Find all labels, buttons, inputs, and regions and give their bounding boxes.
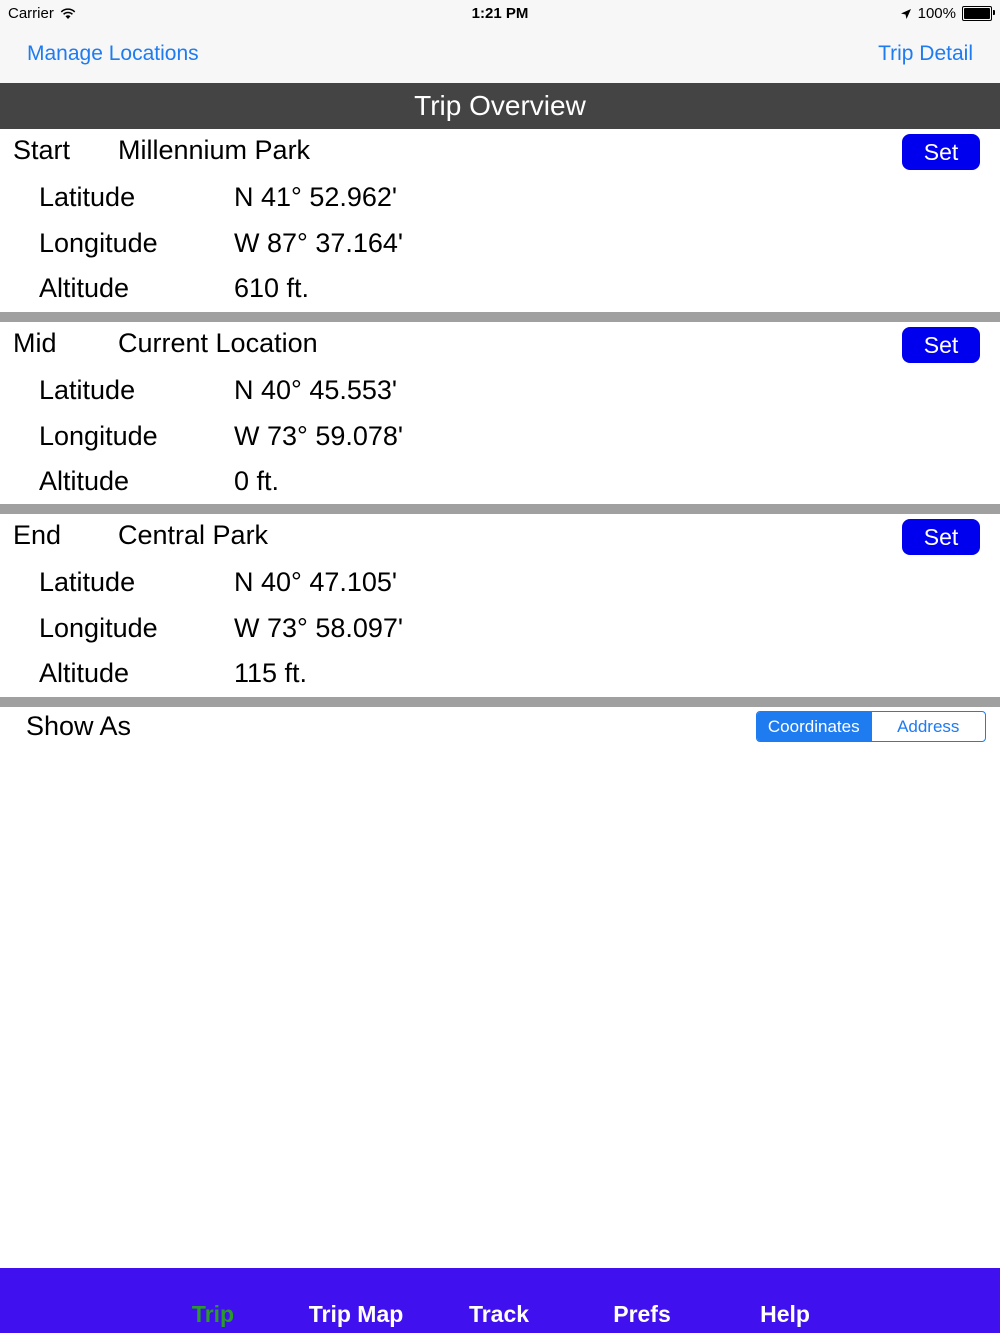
location-name: Millennium Park <box>118 135 311 165</box>
latitude-label: Latitude <box>39 567 136 597</box>
address-segment[interactable]: Address <box>871 712 986 741</box>
altitude-value: 610 ft. <box>234 273 310 303</box>
tab-bar <box>0 1268 1000 1333</box>
status-right-group <box>900 5 992 22</box>
status-time: 1:21 PM <box>471 5 529 22</box>
set-end-button[interactable]: Set <box>902 519 980 555</box>
latitude-value: N 41° 52.962' <box>234 182 398 212</box>
latitude-value: N 40° 45.553' <box>234 375 398 405</box>
set-start-button[interactable]: Set <box>902 134 980 170</box>
latitude-value: N 40° 47.105' <box>234 567 398 597</box>
manage-locations-button[interactable]: Manage Locations <box>27 42 199 65</box>
altitude-value: 0 ft. <box>234 466 280 496</box>
section-label: Mid <box>13 328 57 358</box>
altitude-label: Altitude <box>39 273 130 303</box>
show-as-label: Show As <box>26 711 132 741</box>
battery-percent: 100% <box>917 5 956 22</box>
location-arrow-icon <box>900 8 912 20</box>
longitude-value: W 87° 37.164' <box>234 228 404 258</box>
page-title: Trip Overview <box>0 83 1000 129</box>
end-section <box>0 514 1000 697</box>
latitude-label: Latitude <box>39 375 136 405</box>
tab-prefs[interactable]: Prefs <box>613 1301 671 1327</box>
longitude-value: W 73° 58.097' <box>234 613 404 643</box>
status-bar <box>0 0 1000 28</box>
tab-trip[interactable]: Trip <box>191 1301 235 1327</box>
carrier-label: Carrier <box>8 5 54 22</box>
altitude-label: Altitude <box>39 658 130 688</box>
longitude-label: Longitude <box>39 613 158 643</box>
latitude-label: Latitude <box>39 182 136 212</box>
longitude-value: W 73° 59.078' <box>234 421 404 451</box>
longitude-label: Longitude <box>39 421 158 451</box>
section-divider <box>0 312 1000 322</box>
tab-track[interactable]: Track <box>468 1301 530 1327</box>
navigation-bar <box>0 28 1000 83</box>
location-name: Current Location <box>118 328 318 358</box>
section-divider <box>0 504 1000 514</box>
altitude-label: Altitude <box>39 466 130 496</box>
set-mid-button[interactable]: Set <box>902 327 980 363</box>
section-divider <box>0 697 1000 707</box>
section-label: End <box>13 520 62 550</box>
longitude-label: Longitude <box>39 228 158 258</box>
mid-section <box>0 322 1000 505</box>
start-section <box>0 129 1000 312</box>
show-as-segmented-control <box>756 711 986 742</box>
tab-help[interactable]: Help <box>760 1301 810 1327</box>
battery-icon <box>962 6 992 21</box>
section-label: Start <box>13 135 71 165</box>
coordinates-segment[interactable]: Coordinates <box>757 712 871 741</box>
location-name: Central Park <box>118 520 269 550</box>
tab-trip-map[interactable]: Trip Map <box>308 1301 404 1327</box>
trip-detail-button[interactable]: Trip Detail <box>878 42 973 65</box>
altitude-value: 115 ft. <box>234 658 308 688</box>
